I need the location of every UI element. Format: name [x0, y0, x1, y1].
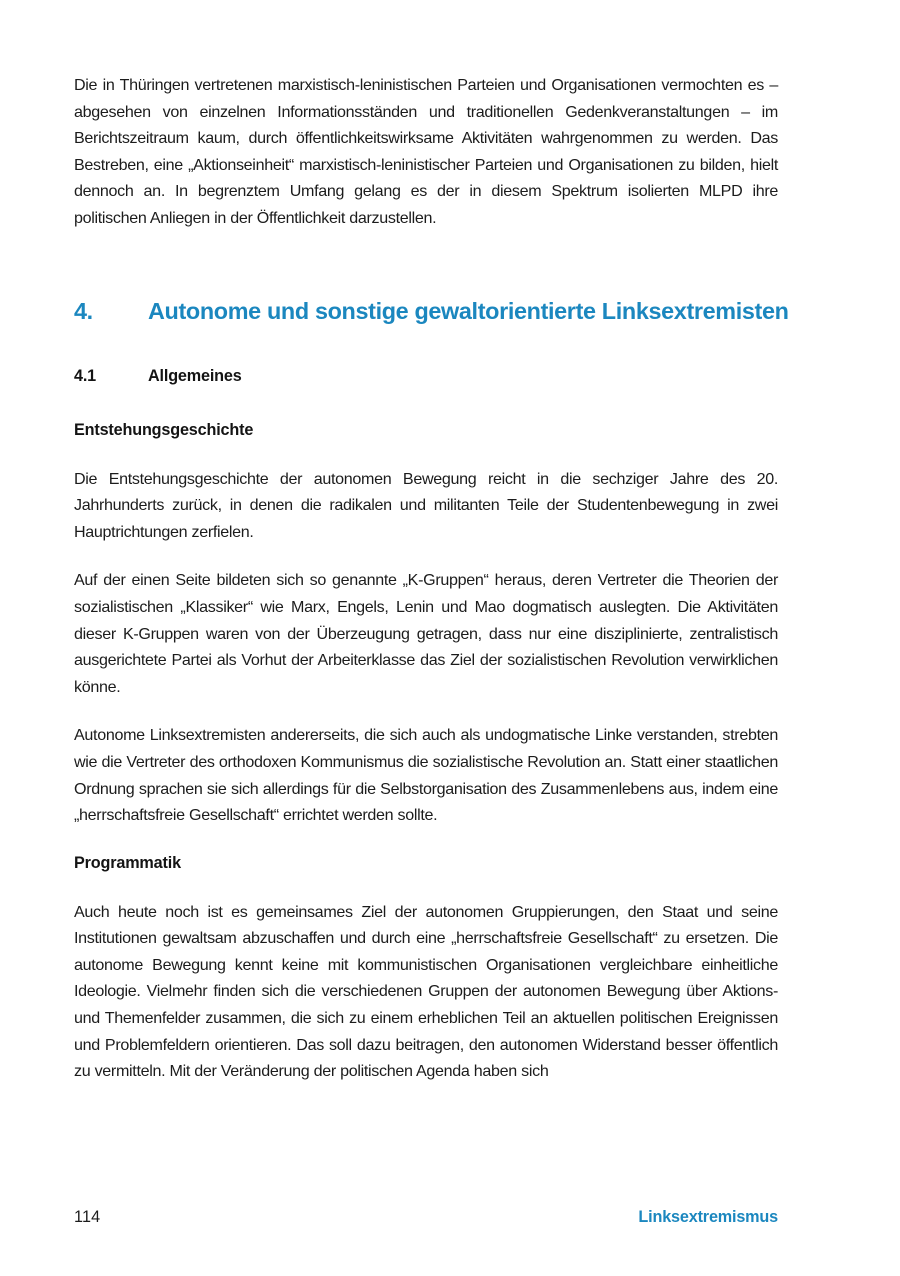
footer-section-label: Linksextremismus: [638, 1208, 778, 1226]
spacer: [74, 875, 778, 899]
intro-paragraph: Die in Thüringen vertretenen marxistisch-leninistischen Parteien und Organisationen vermochten es – abgesehen von einzelnen Informationsständen und traditionellen Gedenkveranstaltungen – im Berichtszeitraum kaum, durch öffentlichkeitswirksame Aktivitäten wahrgenommen zu werden. Das Bestreben, eine „Aktionseinheit“ marxistisch-leninistischer Parteien und Organisationen zu bilden, hielt dennoch an. In begrenztem Umfang gelang es der in diesem Spektrum isolierten MLPD ihre politischen Anliegen in der Öffentlichkeit darzustellen.: [74, 76, 778, 227]
paragraph: Auch heute noch ist es gemeinsames Ziel der autonomen Gruppierungen, den Staat und seine Institutionen gewaltsam abzuschaffen und durch eine „herrschaftsfreie Gesellschaft“ zu ersetzen. Die autonome Bewegung kennt keine mit kommunistischen Organisationen vergleichbare einheitliche Ideologie. Vielmehr finden sich die verschiedenen Gruppen der autonomen Bewegung über Aktions- und Themenfelder zusammen, die sich zu einem erheblichen Teil an aktuellen politischen Ereignissen und Problemfeldern orientieren. Das soll dazu beitragen, den autonomen Widerstand besser öffentlich zu vermitteln. Mit der Veränderung der politischen Agenda haben sich: [74, 902, 778, 1081]
subsection-heading-programmatik: Programmatik: [74, 853, 181, 872]
section-number: 4.1: [74, 366, 97, 385]
chapter-heading: [74, 296, 789, 326]
page-number: 114: [74, 1208, 101, 1226]
page-footer: [74, 1205, 778, 1229]
subsection-heading-entstehungsgeschichte: Entstehungsgeschichte: [74, 420, 254, 439]
spacer: [74, 388, 778, 418]
section-heading: [74, 364, 778, 388]
spacer: [74, 254, 778, 280]
chapter-title: Autonome und sonstige gewaltorientierte Linksextremisten: [148, 297, 789, 324]
spacer: [74, 442, 778, 466]
chapter-number: 4.: [74, 297, 93, 324]
paragraph: Die Entstehungsgeschichte der autonomen Bewegung reicht in die sechziger Jahre des 20. Jahrhunderts zurück, in denen die radikalen und militanten Teile der Studentenbewegung in zwei Hauptrichtungen zerfielen.: [74, 469, 778, 541]
page-content: [74, 72, 789, 1085]
section-title: Allgemeines: [148, 366, 242, 385]
paragraph: Auf der einen Seite bildeten sich so genannte „K-Gruppen“ heraus, deren Vertreter die Theorien der sozialistischen „Klassiker“ wie Marx, Engels, Lenin und Mao dogmatisch auslegten. Die Aktivitäten dieser K-Gruppen waren von der Überzeugung getragen, dass nur eine disziplinierte, zentralistisch ausgerichtete Partei als Vorhut der Arbeiterklasse das Ziel der sozialistischen Revolution verwirklichen könne.: [74, 571, 778, 696]
paragraph: Autonome Linksextremisten andererseits, die sich auch als undogmatische Linke verstanden, strebten wie die Vertreter des orthodoxen Kommunismus die sozialistische Revolution an. Statt einer staatlichen Ordnung sprachen sie sich allerdings für die Selbstorganisation des Zusammenlebens aus, indem eine „herrschaftsfreie Gesellschaft“ errichtet werden sollte.: [74, 726, 778, 825]
